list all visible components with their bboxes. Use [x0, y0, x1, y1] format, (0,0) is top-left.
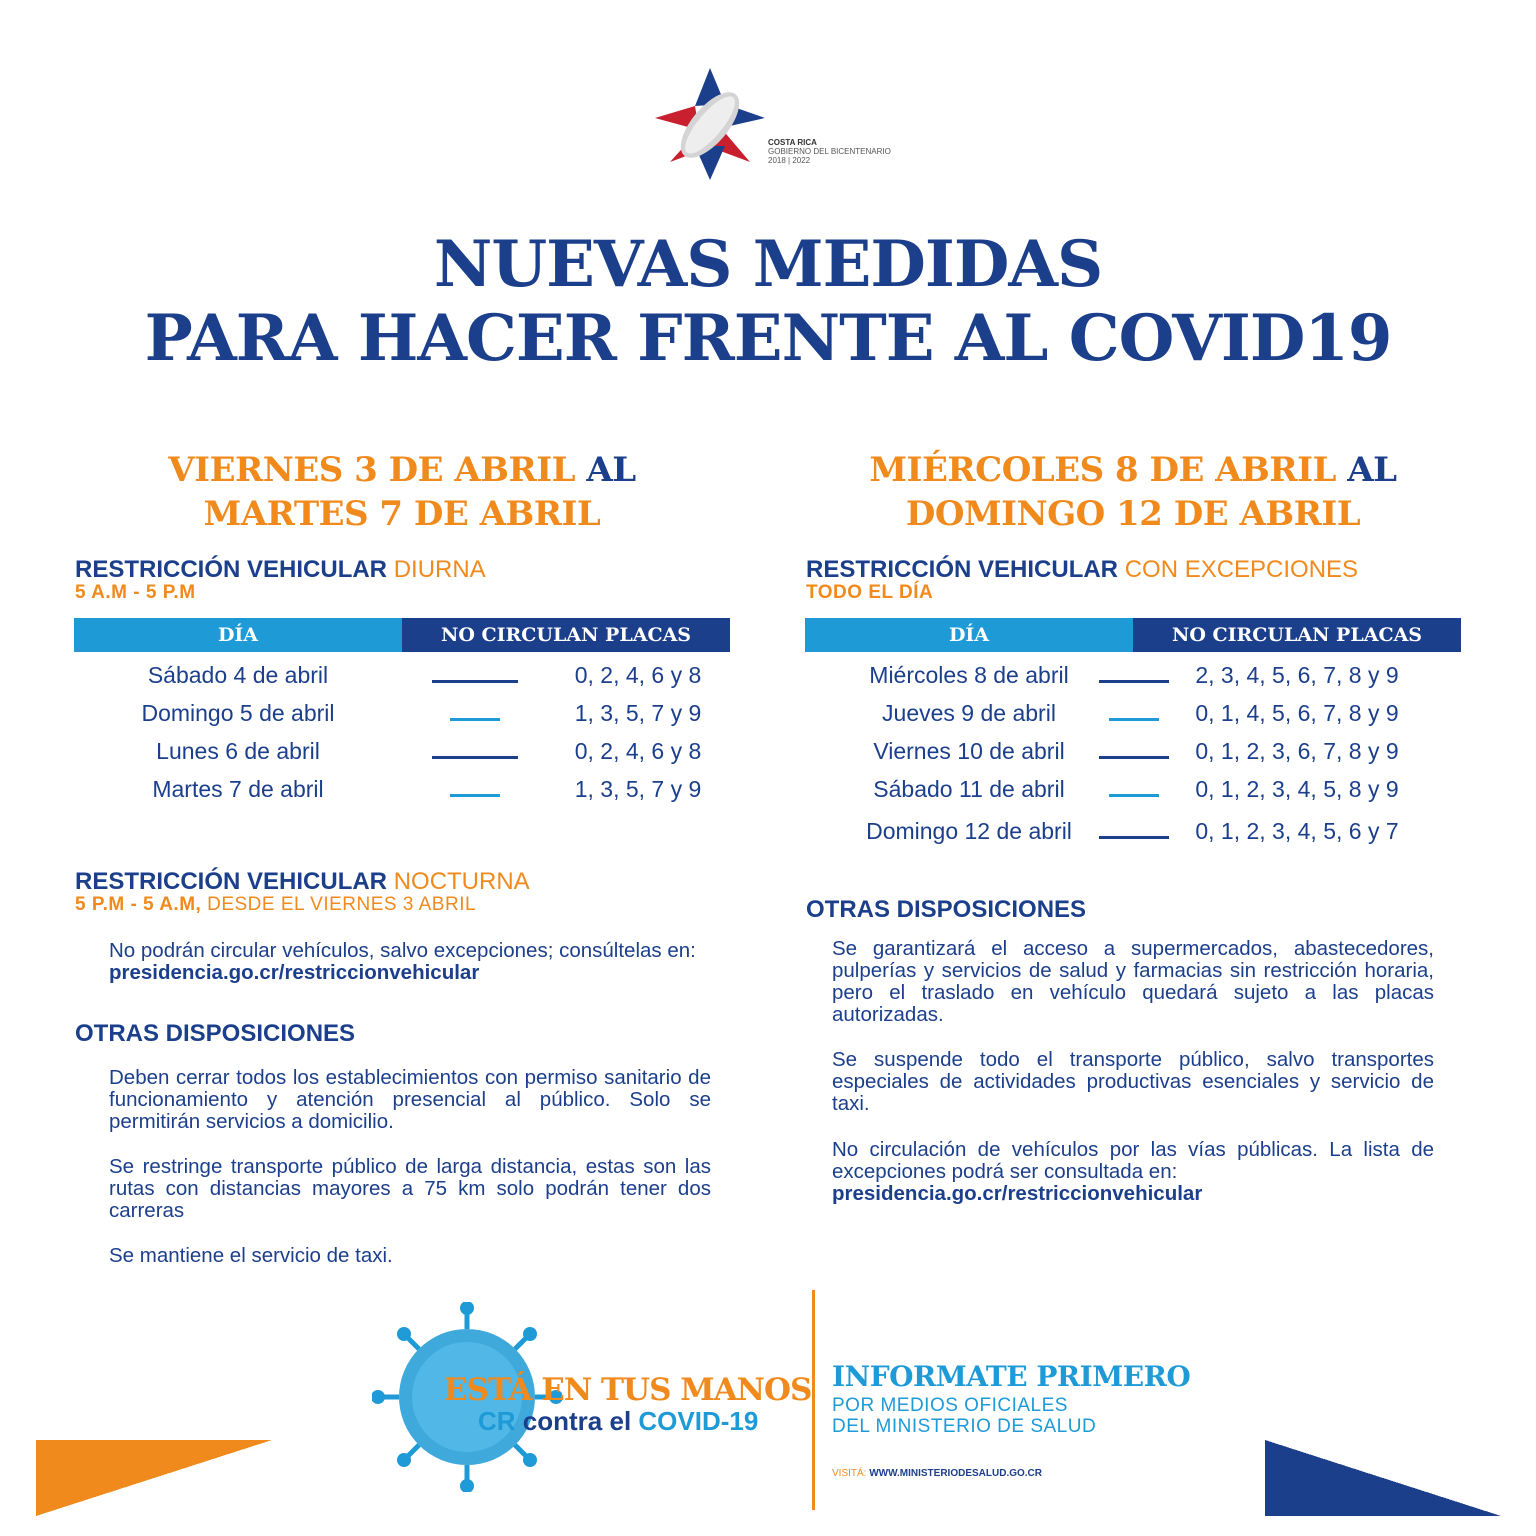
right-col-day: DÍA — [805, 618, 1133, 652]
left-night-title: RESTRICCIÓN VEHICULAR — [75, 868, 388, 895]
row-day: Sábado 4 de abril — [147, 662, 329, 688]
logo-text — [768, 138, 891, 165]
slogan-sub — [478, 1406, 758, 1437]
right-others-heading: OTRAS DISPOSICIONES — [806, 896, 1087, 923]
title-line-2: PARA HACER FRENTE AL COVID19 — [144, 301, 1392, 376]
row-plates: 0, 2, 4, 6 y 8 — [574, 662, 702, 688]
page-title — [0, 228, 1536, 376]
costa-rica-star-logo — [655, 68, 765, 180]
left-col-plates: NO CIRCULAN PLACAS — [402, 618, 730, 652]
table-row — [805, 700, 1461, 738]
row-plates: 0, 2, 4, 6 y 8 — [574, 738, 702, 764]
left-period — [74, 448, 730, 536]
right-restriction-hours: TODO EL DÍA — [806, 582, 934, 603]
left-period-end: MARTES 7 DE ABRIL — [203, 494, 601, 534]
row-plates: 0, 1, 2, 3, 4, 5, 8 y 9 — [1195, 776, 1399, 802]
logo-years: 2018 | 2022 — [768, 156, 811, 165]
right-others-p2: Se suspende todo el transporte público, salvo transportes especiales de actividades productivas esenciales y servicio de taxi. — [832, 1048, 1434, 1115]
left-night-text — [109, 940, 699, 984]
blue-corner-triangle — [1265, 1440, 1501, 1516]
left-night-desc: No podrán circular vehículos, salvo excepciones; consúltelas en: — [109, 939, 696, 962]
left-restriction-heading — [75, 558, 486, 582]
left-others-p1: Deben cerrar todos los establecimientos con permiso sanitario de funcionamiento y atención presencial al público. Solo se permitirán servicios a domicilio. — [109, 1066, 711, 1133]
row-plates: 0, 1, 4, 5, 6, 7, 8 y 9 — [1195, 700, 1399, 726]
right-period-end: DOMINGO 12 DE ABRIL — [905, 494, 1361, 534]
left-period-start: VIERNES 3 DE ABRIL — [168, 450, 576, 490]
right-period-start: MIÉRCOLES 8 DE ABRIL — [869, 450, 1336, 490]
orange-corner-triangle — [36, 1440, 272, 1516]
row-day: Lunes 6 de abril — [156, 738, 320, 764]
left-night-link[interactable]: presidencia.go.cr/restriccionvehicular — [109, 961, 480, 984]
left-table-header — [74, 618, 730, 652]
table-row — [74, 700, 730, 738]
slogan-covid: COVID-19 — [638, 1406, 759, 1436]
table-row — [805, 818, 1461, 856]
row-day: Sábado 11 de abril — [873, 776, 1065, 802]
row-day: Jueves 9 de abril — [882, 700, 1056, 726]
visit-line — [832, 1468, 1042, 1479]
right-col-plates: NO CIRCULAN PLACAS — [1133, 618, 1461, 652]
table-row — [805, 776, 1461, 814]
left-others-p2: Se restringe transporte público de larga distancia, estas son las rutas con distancias mayores a 75 km solo podrán tener dos carreras — [109, 1155, 711, 1222]
right-period-al: AL — [1347, 450, 1397, 490]
right-table-header — [805, 618, 1461, 652]
left-night-hours — [75, 894, 476, 916]
left-restriction-hours: 5 A.M - 5 P.M — [75, 582, 196, 603]
slogan-cr: CR — [478, 1406, 516, 1436]
left-restriction-title: RESTRICCIÓN VEHICULAR — [75, 556, 388, 583]
row-plates: 1, 3, 5, 7 y 9 — [574, 700, 702, 726]
row-plates: 2, 3, 4, 5, 6, 7, 8 y 9 — [1195, 662, 1399, 688]
row-day: Miércoles 8 de abril — [869, 662, 1069, 688]
informate-sub-2: DEL MINISTERIO DE SALUD — [832, 1416, 1097, 1437]
row-day: Domingo 12 de abril — [866, 818, 1072, 844]
left-night-type: NOCTURNA — [393, 868, 530, 895]
left-night-heading — [75, 870, 530, 894]
row-day: Domingo 5 de abril — [141, 700, 335, 726]
right-restriction-title: RESTRICCIÓN VEHICULAR — [806, 556, 1119, 583]
right-restriction-heading — [806, 558, 1358, 582]
informate-sub-1: POR MEDIOS OFICIALES — [832, 1395, 1068, 1416]
left-period-al: AL — [586, 450, 636, 490]
row-plates: 0, 1, 2, 3, 6, 7, 8 y 9 — [1195, 738, 1399, 764]
visit-label: VISITÁ: — [832, 1468, 867, 1479]
slogan-main: ESTÁ EN TUS MANOS — [444, 1372, 812, 1408]
right-period — [805, 448, 1461, 536]
visit-url[interactable]: WWW.MINISTERIODESALUD.GO.CR — [869, 1468, 1043, 1479]
left-others-heading: OTRAS DISPOSICIONES — [75, 1020, 356, 1047]
informate-title: INFORMATE PRIMERO — [832, 1360, 1191, 1393]
right-others-p3-text: No circulación de vehículos por las vías públicas. La lista de excepciones podrá ser consultada en: — [832, 1138, 1434, 1183]
left-col-day: DÍA — [74, 618, 402, 652]
right-restriction-type: CON EXCEPCIONES — [1124, 556, 1359, 583]
table-row — [74, 662, 730, 700]
informate-subtitle — [832, 1395, 1096, 1437]
row-day: Viernes 10 de abril — [873, 738, 1065, 764]
right-others-p1: Se garantizará el acceso a supermercados, abastecedores, pulperías y servicios de salud y farmacias sin restricción horaria, pero el traslado en vehículo quedará sujeto a las placas autorizadas. — [832, 937, 1434, 1026]
logo-gov: GOBIERNO DEL BICENTENARIO — [768, 147, 891, 156]
table-row — [805, 738, 1461, 776]
row-plates: 1, 3, 5, 7 y 9 — [574, 776, 702, 802]
row-day: Martes 7 de abril — [152, 776, 324, 802]
left-others-p3: Se mantiene el servicio de taxi. — [109, 1244, 393, 1267]
footer-divider — [812, 1290, 815, 1510]
row-plates: 0, 1, 2, 3, 4, 5, 6 y 7 — [1195, 818, 1399, 844]
left-restriction-type: DIURNA — [393, 556, 486, 583]
table-row — [805, 662, 1461, 700]
left-night-since: DESDE EL VIERNES 3 ABRIL — [207, 894, 477, 915]
title-line-1: NUEVAS MEDIDAS — [433, 227, 1103, 302]
right-others-p3 — [832, 1139, 1434, 1205]
logo-country: COSTA RICA — [768, 138, 817, 147]
table-row — [74, 776, 730, 814]
right-others-link[interactable]: presidencia.go.cr/restriccionvehicular — [832, 1182, 1203, 1205]
table-row — [74, 738, 730, 776]
slogan-mid: contra el — [522, 1406, 632, 1436]
left-night-hours-value: 5 P.M - 5 A.M, — [75, 894, 202, 915]
